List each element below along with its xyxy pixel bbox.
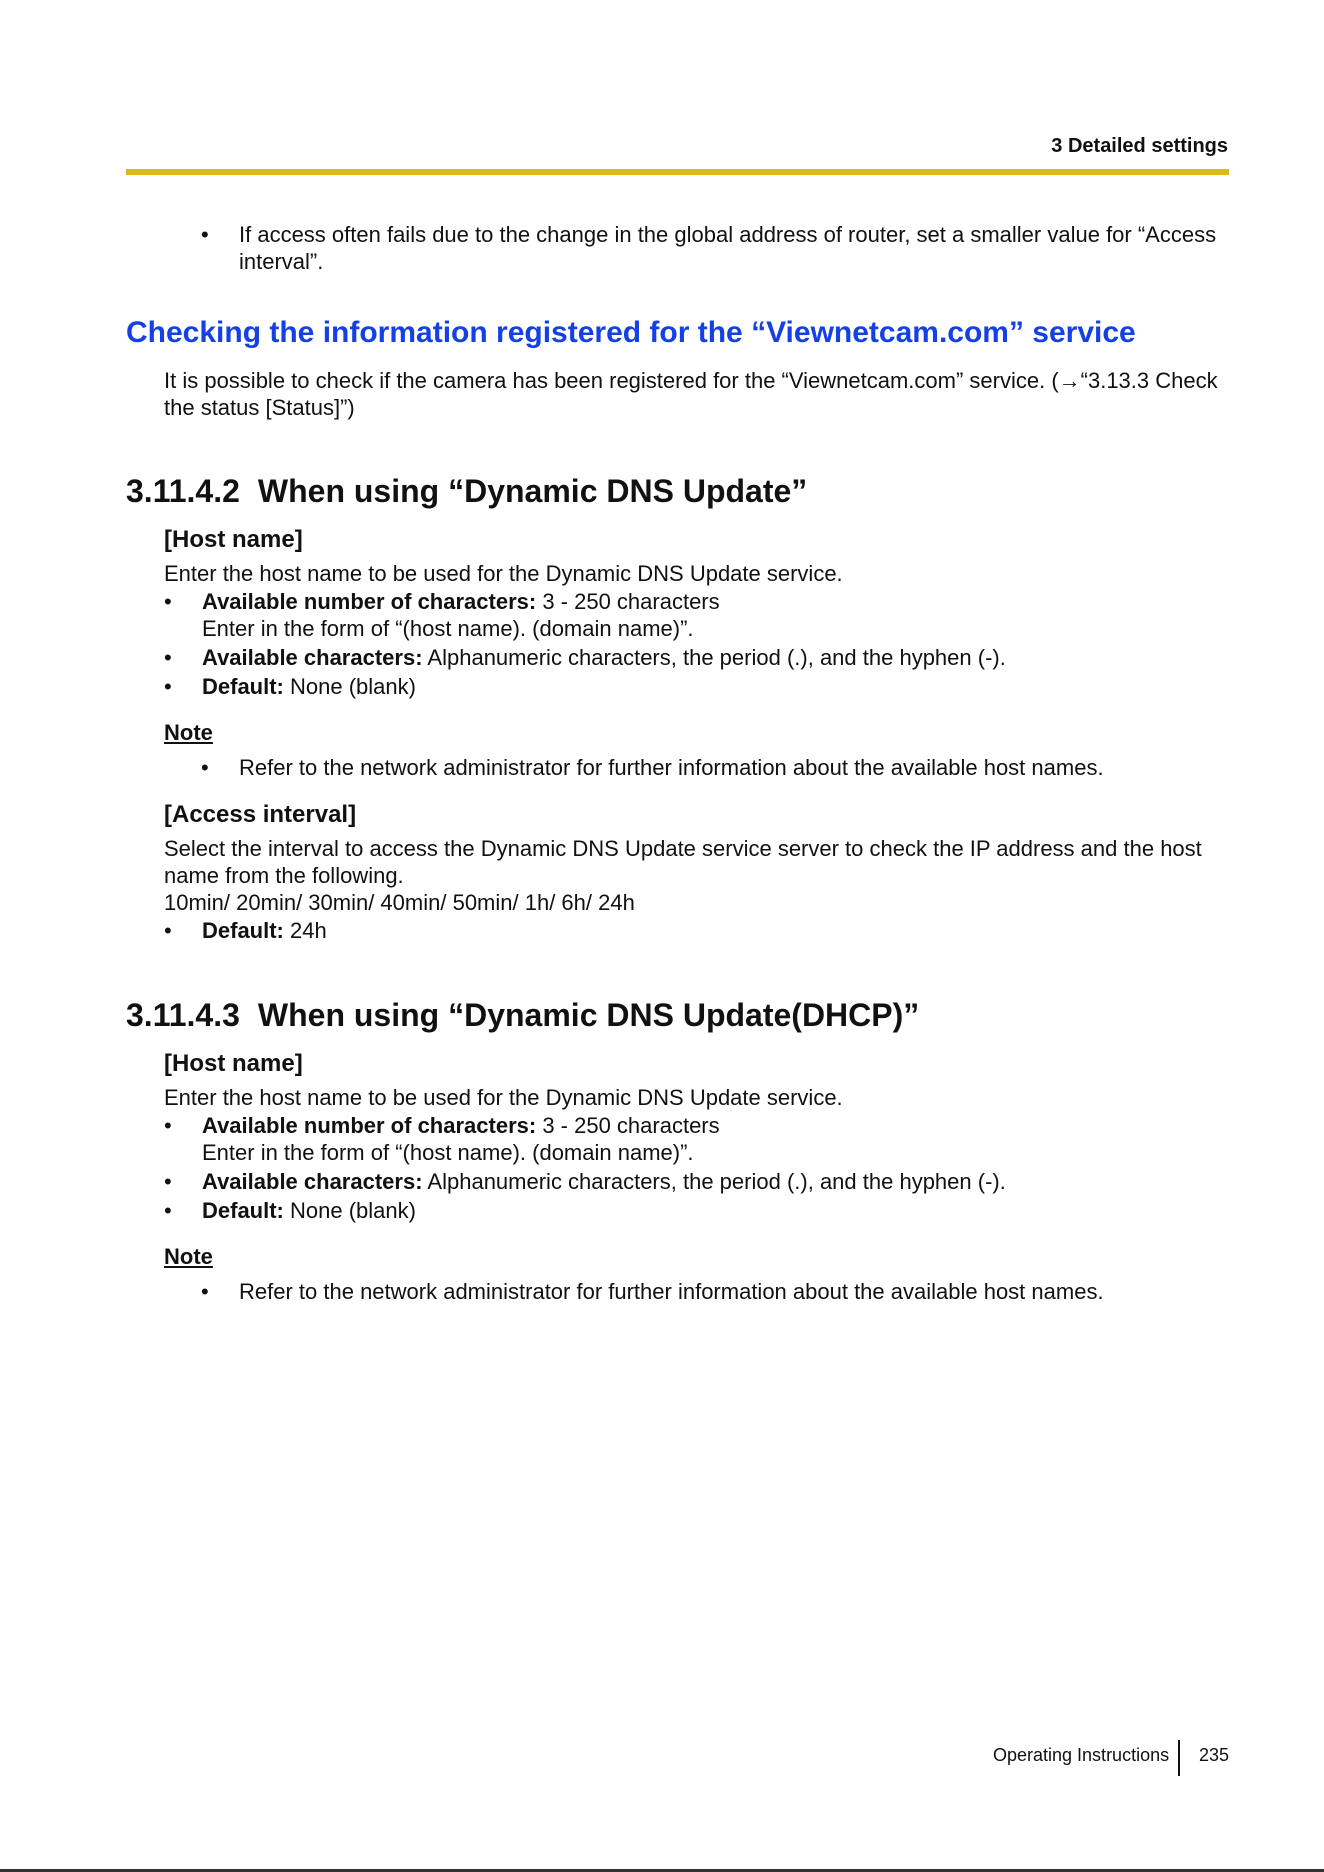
bullet-marker: • bbox=[201, 1279, 209, 1304]
header-rule bbox=[126, 169, 1229, 175]
host-name-heading: [Host name] bbox=[164, 1050, 303, 1077]
bullet-marker: • bbox=[164, 1113, 172, 1138]
access-interval-default bbox=[202, 917, 327, 944]
value: 3 - 250 characters bbox=[536, 589, 720, 614]
host-name-format-hint: Enter in the form of “(host name). (domain name)”. bbox=[202, 1140, 694, 1165]
label: Available characters: bbox=[202, 645, 423, 670]
label: Default: bbox=[202, 674, 284, 699]
section-number: 3.11.4.3 bbox=[126, 997, 240, 1033]
bullet-marker: • bbox=[164, 645, 172, 670]
bullet-marker: • bbox=[164, 674, 172, 699]
page-number: 235 bbox=[1199, 1745, 1230, 1765]
host-name-description: Enter the host name to be used for the Dynamic DNS Update service. bbox=[164, 561, 843, 586]
host-name-format-hint: Enter in the form of “(host name). (domain name)”. bbox=[202, 616, 694, 641]
section-number: 3.11.4.2 bbox=[126, 473, 240, 509]
access-interval-options: 10min/ 20min/ 30min/ 40min/ 50min/ 1h/ 6h/ 24h bbox=[164, 890, 635, 915]
label: Default: bbox=[202, 1198, 284, 1223]
value: None (blank) bbox=[283, 1198, 416, 1223]
default-value bbox=[202, 1197, 416, 1224]
access-interval-line-2: name from the following. bbox=[164, 863, 404, 888]
checking-heading: Checking the information registered for the “Viewnetcam.com” service bbox=[126, 316, 1136, 349]
label: Available number of characters: bbox=[202, 1113, 537, 1138]
value: None (blank) bbox=[283, 674, 416, 699]
label: Default: bbox=[202, 918, 284, 943]
checking-body-line-1: It is possible to check if the camera has been registered for the “Viewnetcam.com” service. (→“3.13.3 Check bbox=[164, 368, 1218, 393]
section-heading bbox=[126, 473, 807, 510]
access-interval-line-1: Select the interval to access the Dynamic DNS Update service server to check the IP address and the host bbox=[164, 836, 1202, 861]
value: 3 - 250 characters bbox=[536, 1113, 720, 1138]
chapter-title: 3 Detailed settings bbox=[1051, 135, 1228, 157]
host-name-description: Enter the host name to be used for the Dynamic DNS Update service. bbox=[164, 1085, 843, 1110]
value: 24h bbox=[283, 918, 327, 943]
available-number-of-characters bbox=[202, 588, 720, 615]
intro-bullet-line-1: If access often fails due to the change in the global address of router, set a smaller value for “Access bbox=[239, 222, 1217, 247]
available-characters bbox=[202, 1168, 1006, 1195]
bullet-marker: • bbox=[164, 1169, 172, 1194]
access-interval-heading: [Access interval] bbox=[164, 801, 357, 828]
host-name-heading: [Host name] bbox=[164, 526, 303, 553]
value: Alphanumeric characters, the period (.), and the hyphen (-). bbox=[422, 1169, 1006, 1194]
bullet-marker: • bbox=[201, 755, 209, 780]
checking-body-line-2: the status [Status]”) bbox=[164, 395, 355, 420]
footer-divider bbox=[1178, 1740, 1180, 1776]
bullet-marker: • bbox=[164, 1198, 172, 1223]
bullet-marker: • bbox=[201, 222, 209, 247]
note-text: Refer to the network administrator for further information about the available host names. bbox=[239, 1279, 1104, 1304]
available-number-of-characters bbox=[202, 1112, 720, 1139]
section-heading bbox=[126, 997, 919, 1034]
label: Available characters: bbox=[202, 1169, 423, 1194]
available-characters bbox=[202, 644, 1006, 671]
footer-label: Operating Instructions bbox=[993, 1745, 1170, 1765]
note-label: Note bbox=[164, 1244, 213, 1269]
bullet-marker: • bbox=[164, 918, 172, 943]
note-label: Note bbox=[164, 720, 213, 745]
bullet-marker: • bbox=[164, 589, 172, 614]
note-text: Refer to the network administrator for further information about the available host names. bbox=[239, 755, 1104, 780]
value: Alphanumeric characters, the period (.), and the hyphen (-). bbox=[422, 645, 1006, 670]
section-title: When using “Dynamic DNS Update(DHCP)” bbox=[257, 997, 920, 1033]
intro-bullet-line-2: interval”. bbox=[239, 249, 324, 274]
label: Available number of characters: bbox=[202, 589, 537, 614]
section-title: When using “Dynamic DNS Update” bbox=[257, 473, 808, 509]
default-value bbox=[202, 673, 416, 700]
